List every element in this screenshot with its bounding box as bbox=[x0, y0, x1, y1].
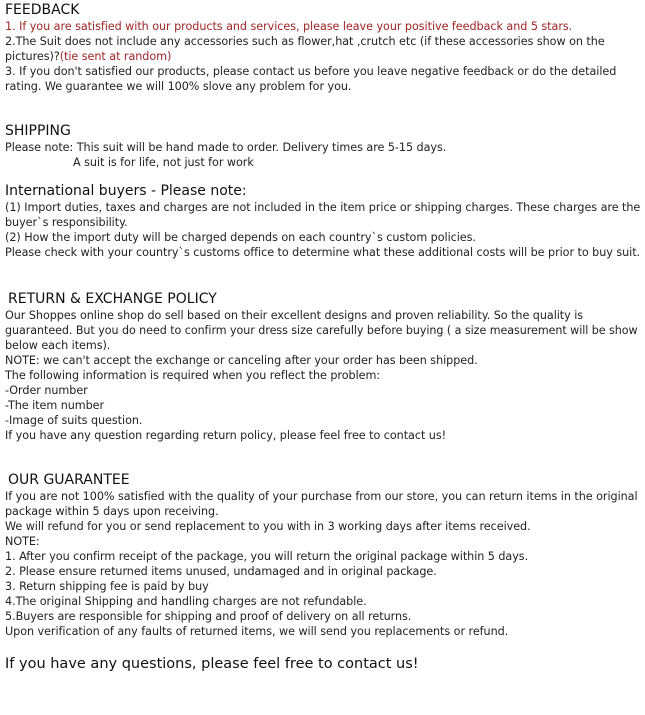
feedback-item-2-line-1: 2.The Suit does not include any accessories such as flower,hat ,crutch etc (if these accessories show on the bbox=[5, 35, 605, 48]
shipping-line-1: Please note: This suit will be hand made to order. Delivery times are 5-15 days. bbox=[5, 141, 447, 154]
guarantee-line: Upon verification of any faults of returned items, we will send you replacements or refund. bbox=[5, 625, 509, 638]
international-line-4: Please check with your country`s customs office to determine what these additional costs will be prior to buy suit. bbox=[5, 246, 641, 259]
feedback-item-3-line-2: rating. We guarantee we will 100% slove any problem for you. bbox=[5, 80, 352, 93]
guarantee-heading: OUR GUARANTEE bbox=[8, 472, 130, 488]
policy-document bbox=[5, 0, 641, 674]
return-policy-line: NOTE: we can't accept the exchange or canceling after your order has been shipped. bbox=[5, 354, 478, 367]
international-line-1: (1) Import duties, taxes and charges are not included in the item price or shipping charges. These charges are the bbox=[5, 201, 641, 214]
feedback-heading: FEEDBACK bbox=[5, 2, 80, 18]
international-line-2: buyer`s responsibility. bbox=[5, 216, 128, 229]
guarantee-line: If you are not 100% satisfied with the quality of your purchase from our store, you can return items in the original bbox=[5, 490, 638, 503]
international-line-3: (2) How the import duty will be charged depends on each country`s custom policies. bbox=[5, 231, 476, 244]
guarantee-section bbox=[5, 471, 641, 639]
shipping-section bbox=[5, 122, 641, 170]
return-policy-line: -The item number bbox=[5, 399, 105, 412]
feedback-section bbox=[5, 1, 641, 94]
guarantee-line: NOTE: bbox=[5, 535, 40, 548]
international-section bbox=[5, 182, 641, 260]
return-policy-line: -Image of suits question. bbox=[5, 414, 143, 427]
guarantee-line: 5.Buyers are responsible for shipping and proof of delivery on all returns. bbox=[5, 610, 412, 623]
shipping-heading: SHIPPING bbox=[5, 123, 71, 139]
return-policy-line: below each items). bbox=[5, 339, 111, 352]
guarantee-line: We will refund for you or send replacement to you with in 3 working days after items received. bbox=[5, 520, 531, 533]
feedback-item-2-line-2 bbox=[5, 49, 641, 64]
return-policy-line: Our Shoppes online shop do sell based on their excellent designs and proven reliability. So the quality is bbox=[5, 309, 584, 322]
return-policy-line: The following information is required when you reflect the problem: bbox=[5, 369, 381, 382]
guarantee-line: 3. Return shipping fee is paid by buy bbox=[5, 580, 209, 593]
feedback-tie-note: (tie sent at random) bbox=[59, 50, 172, 63]
return-policy-line: -Order number bbox=[5, 384, 88, 397]
feedback-item-1: 1. If you are satisfied with our products and services, please leave your positive feedback and 5 stars. bbox=[5, 20, 573, 33]
guarantee-line: 2. Please ensure returned items unused, undamaged and in original package. bbox=[5, 565, 437, 578]
shipping-line-2: A suit is for life, not just for work bbox=[73, 156, 254, 169]
guarantee-line: 1. After you confirm receipt of the package, you will return the original package within 5 days. bbox=[5, 550, 529, 563]
return-policy-line: guaranteed. But you do need to confirm your dress size carefully before buying ( a size measurement will be show bbox=[5, 324, 638, 337]
feedback-item-2-text: pictures)? bbox=[5, 50, 60, 63]
guarantee-line: 4.The original Shipping and handling charges are not refundable. bbox=[5, 595, 367, 608]
return-policy-line: If you have any question regarding return policy, please feel free to contact us! bbox=[5, 429, 447, 442]
international-heading: International buyers - Please note: bbox=[5, 183, 247, 199]
return-policy-heading: RETURN & EXCHANGE POLICY bbox=[8, 291, 217, 307]
closing-message: If you have any questions, please feel free to contact us! bbox=[5, 656, 419, 672]
guarantee-line: package within 5 days upon receiving. bbox=[5, 505, 219, 518]
feedback-item-3-line-1: 3. If you don't satisfied our products, please contact us before you leave negative feedback or do the detailed bbox=[5, 65, 617, 78]
return-policy-section bbox=[5, 290, 641, 443]
